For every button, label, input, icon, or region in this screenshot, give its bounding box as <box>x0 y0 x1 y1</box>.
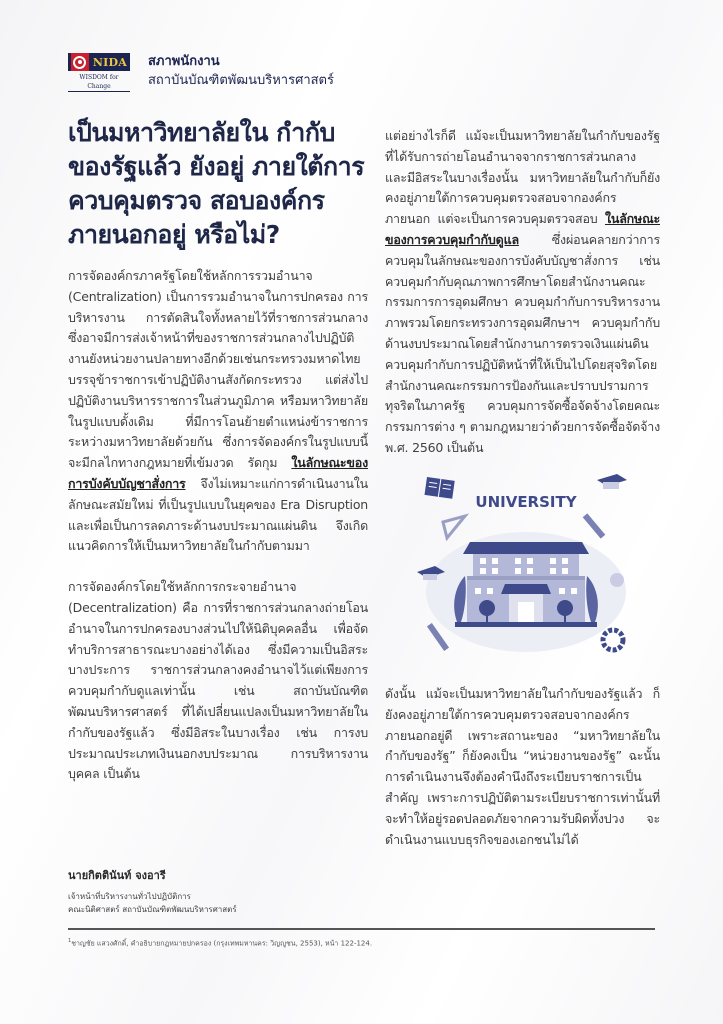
footnote <box>68 938 372 949</box>
ruler-icon <box>443 516 465 538</box>
lightbulb-icon <box>610 573 624 587</box>
logo-name: NIDA <box>92 55 127 69</box>
illustration-label: UNIVERSITY <box>475 493 577 511</box>
nida-logo <box>68 53 130 89</box>
emphasis-text: ในลักษณะของการบังคับบัญชาสั่งการ <box>68 455 368 491</box>
footnote-marker: 1 <box>68 938 72 944</box>
author-role: เจ้าหน้าที่บริหารงานทั่วไปปฏิบัติการ <box>68 892 191 901</box>
header-subtitle: สถาบันบัณฑิตพัฒนบริหารศาสตร์ <box>148 73 334 88</box>
emphasis-text: ในลักษณะของการควบคุมกำกับดูแล <box>385 211 660 247</box>
article-title: เป็นมหาวิทยาลัยใน กำกับของรัฐแล้ว ยังอยู่ ภายใต้การควบคุมตรวจ สอบองค์กรภายนอกอยู่ หรือไม่? <box>68 118 365 249</box>
gear-icon <box>603 630 623 650</box>
nida-emblem-icon <box>71 53 89 71</box>
paragraph-text: แต่อย่างไรก็ดี แม้จะเป็นมหาวิทยาลัยในกำกับของรัฐที่ได้รับการถ่ายโอนอำนาจจากราชการส่วนกลาง และมีอิสระในบางเรื่องนั้น มหาวิทยาลัยในกำกับก็ยังคงอยู่ภายใต้การควบคุมตรวจสอบจากองค์กรภายนอก แต่จะเป็นการควบคุมตรวจสอบ <box>385 128 660 227</box>
left-column <box>68 116 368 785</box>
footnote-text: ชาญชัย แสวงศักดิ์, คำอธิบายกฎหมายปกครอง (กรุงเทพมหานคร: วิญญูชน, 2553), หน้า 122-124. <box>71 939 373 948</box>
book-icon <box>424 477 454 499</box>
author-dept: คณะนิติศาสตร์ สถาบันบัณฑิตพัฒนบริหารศาสตร์ <box>68 905 237 914</box>
paragraph-text: จึงไม่เหมาะแก่การดำเนินงานในลักษณะสมัยใหม่ ที่เป็นรูปแบบในยุคของ Era Disruption และเพื่อเป็นการลดภาระด้านงบประมาณแผ่นดิน จึงเกิดแนวคิดการให้เป็นมหาวิทยาลัยในกำกับตามมา <box>68 475 368 554</box>
graduation-cap-icon <box>597 474 627 489</box>
paragraph-text: การจัดองค์กรภาครัฐโดยใช้หลักการรวมอำนาจ (Centralization) เป็นการรวมอำนาจในการปกครอง การบริหารงาน การตัดสินใจทั้งหลายไว้ที่ราชการส่วนกลาง ซึ่งอาจมีการส่งเจ้าหน้าที่ของราชการส่วนกลางไปปฏิบัติงานยังหน่วยงานปลายทางอีกด้วยเช่นกระทรวงมหาดไทยบรรจุข้าราชการเข้าปฏิบัติงานสังกัดกระทรวง แต่ส่งไปปฏิบัติงานบริหารราชการในส่วนภูมิภาค หรือมหาวิทยาลัยในรูปแบบดั้งเดิม ที่มีการโอนย้ายตำแหน่งข้าราชการระหว่างมหาวิทยาลัยด้วยกัน ซึ่งการจัดองค์กรในรูปแบบนี้จะมีกลไกทางกฎหมายที่เข้มงวด รัดกุม <box>68 268 368 471</box>
author-name: นายกิตตินันท์ จงอารี <box>68 869 166 882</box>
paragraph-conclusion: ดังนั้น แม้จะเป็นมหาวิทยาลัยในกำกับของรัฐแล้ว ก็ยังคงอยู่ภายใต้การควบคุมตรวจสอบจากองค์กรภายนอกอยู่ดี เพราะสถานะของ “มหาวิทยาลัยในกำกับของรัฐ” ก็ยังคงเป็น “หน่วยงานของรัฐ” ฉะนั้นการดำเนินงานจึงต้องคำนึงถึงระเบียบราชการเป็นสำคัญ เพราะการปฏิบัติตามระเบียบราชการเท่านั้นที่จะทำให้อยู่รอดปลอดภัยจากความรับผิดทั้งปวง จะดำเนินงานแบบธุรกิจของเอกชนไม่ได้ <box>385 686 660 847</box>
page-header <box>68 52 334 90</box>
paragraph-decentralization: การจัดองค์กรโดยใช้หลักการกระจายอำนาจ (Decentralization) คือ การที่ราชการส่วนกลางถ่ายโอนอำนาจในการปกครองบางส่วนไปให้นิติบุคคลอื่น เพื่อจัดทำบริการสาธารณะบางอย่างได้เอง ซึ่งมีความเป็นอิสระบางประการ ราชการส่วนกลางคงอำนาจไว้แต่เพียงการควบคุมกำกับดูแลเท่านั้น เช่น สถาบันบัณฑิตพัฒนบริหารศาสตร์ ที่ได้เปลี่ยนแปลงเป็นมหาวิทยาลัยในกำกับของรัฐแล้ว ซึ่งมีอิสระในบางเรื่อง เช่น การงบประมาณประเภทเงินนอกงบประมาณ การบริหารงานบุคคล เป็นต้น <box>68 579 368 782</box>
right-column <box>385 126 660 459</box>
header-title: สภาพนักงาน <box>148 54 220 69</box>
paragraph-text: ซึ่งผ่อนคลายกว่าการควบคุมในลักษณะของการบังคับบัญชาสั่งการ เช่น ควบคุมกำกับคุณภาพการศึกษาโดยสำนักงานคณะกรรมการการอุดมศึกษา ควบคุมกำกับการบริหารงานภาพรวมโดยกระทรวงการอุดมศึกษาฯ ควบคุมกำกับด้านงบประมาณโดยสำนักงานการตรวจเงินแผ่นดิน ควบคุมกำกับการปฏิบัติหน้าที่ให้เป็นไปโดยสุจริตโดยสำนักงานคณะกรรมการป้องกันและปราบปรามการทุจริตในภาครัฐ ควบคุมการจัดซื้อจัดจ้างโดยคณะกรรมการต่าง ๆ ตามกฎหมายว่าด้วยการจัดซื้อจัดจ้าง พ.ศ. 2560 เป็นต้น <box>385 231 660 455</box>
pencil-icon <box>583 513 606 538</box>
logo-tagline: WISDOM for Change <box>68 73 130 92</box>
paragraph-centralization <box>68 266 368 557</box>
paragraph-oversight <box>385 126 660 459</box>
author-block <box>68 868 237 916</box>
university-illustration <box>395 472 657 662</box>
footnote-divider <box>68 928 655 930</box>
